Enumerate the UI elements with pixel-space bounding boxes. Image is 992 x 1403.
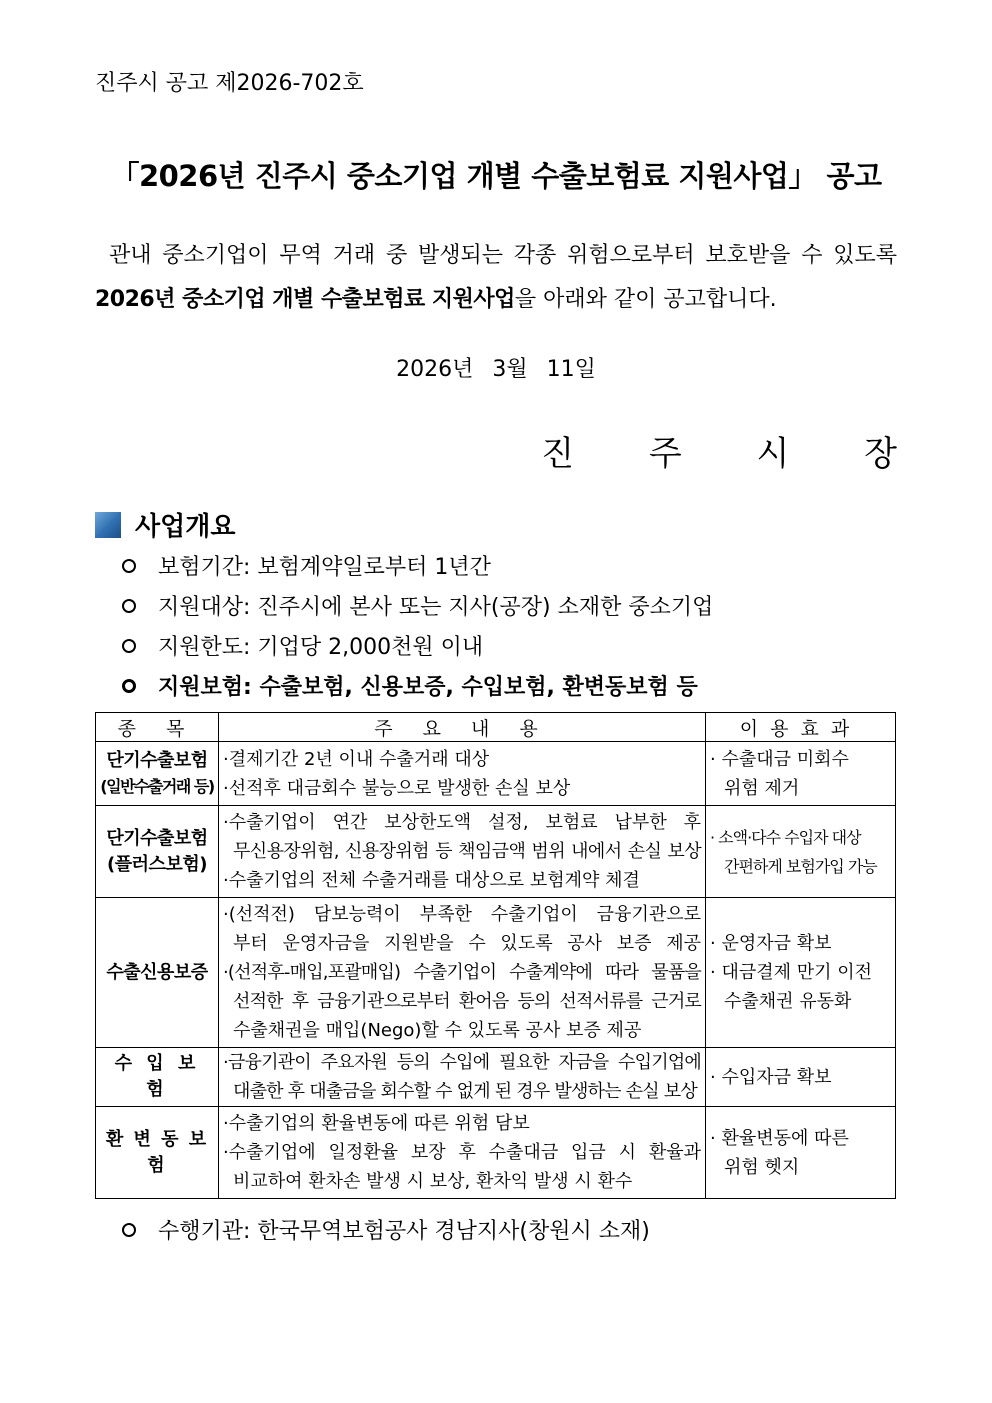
intro-paragraph xyxy=(95,234,897,322)
circle-bullet-icon xyxy=(122,559,136,573)
overview-item-text: 지원한도: 기업당 2,000천원 이내 xyxy=(158,635,484,660)
row-effect: · 수입자금 확보 xyxy=(706,1048,896,1107)
row-effect: · 수출대금 미회수 위험 제거 xyxy=(706,742,896,806)
overview-item-text: 보험기간: 보험계약일로부터 1년간 xyxy=(158,555,491,580)
overview-item-text: 지원보험: 수출보험, 신용보증, 수입보험, 환변동보험 등 xyxy=(158,675,698,700)
circle-bullet-icon xyxy=(122,679,136,693)
circle-bullet-icon xyxy=(122,599,136,613)
intro-line-2-rest: 을 아래와 같이 공고합니다. xyxy=(514,287,777,312)
notice-number: 진주시 공고 제2026-702호 xyxy=(95,71,364,96)
row-effect: · 환율변동에 따른 위험 헷지 xyxy=(706,1107,896,1199)
row-content: ·(선적전) 담보능력이 부족한 수출기업이 금융기관으로 부터 운영자금을 지원받을 수 있도록 공사 보증 제공 ·(선적후-매입,포괄매입) 수출기업이 수출계약에 따라 물품을 선적한 후 금융기관으로부터 환어음 등의 선적서류를 근거로 수출채권을 매입(Nego)할 수 있도록 공사 보증 제공 xyxy=(219,898,706,1048)
notice-date: 2026년 3월 11일 xyxy=(396,357,596,382)
row-category: 환 변 동 보 험 xyxy=(96,1107,219,1199)
square-bullet-icon xyxy=(95,512,121,538)
header-effect: 이용효과 xyxy=(706,713,896,742)
overview-item xyxy=(122,590,713,621)
insurance-table xyxy=(95,712,896,1199)
row-category: 단기수출보험 (플러스보험) xyxy=(96,806,219,898)
overview-item xyxy=(122,630,483,661)
row-category: 수출신용보증 xyxy=(96,898,219,1048)
signer: 진 주 시 장 xyxy=(541,434,929,474)
row-content: ·금융기관이 주요자원 등의 수입에 필요한 자금을 수입기업에 대출한 후 대출금을 회수할 수 없게 된 경우 발생하는 손실 보상 xyxy=(219,1048,706,1107)
row-category: 수 입 보 험 xyxy=(96,1048,219,1107)
header-content: 주 요 내 용 xyxy=(219,713,706,742)
header-category: 종 목 xyxy=(96,713,219,742)
row-content: ·결제기간 2년 이내 수출거래 대상 ·선적후 대금회수 불능으로 발생한 손실 보상 xyxy=(219,742,706,806)
intro-line-1: 관내 중소기업이 무역 거래 중 발생되는 각종 위험으로부터 보호받을 수 있도록 xyxy=(109,243,897,268)
table-row xyxy=(96,898,896,1048)
row-category: 단기수출보험 (일반수출거래 등) xyxy=(96,742,219,806)
table-row xyxy=(96,742,896,806)
row-effect: · 운영자금 확보 · 대금결제 만기 이전 수출채권 유동화 xyxy=(706,898,896,1048)
overview-item xyxy=(122,550,491,581)
row-content: ·수출기업의 환율변동에 따른 위험 담보 ·수출기업에 일정환율 보장 후 수출대금 입금 시 환율과 비교하여 환차손 발생 시 보상, 환차익 발생 시 환수 xyxy=(219,1107,706,1199)
table-row xyxy=(96,1107,896,1199)
intro-program-name: 2026년 중소기업 개별 수출보험료 지원사업 xyxy=(95,287,515,312)
overview-item-text: 지원대상: 진주시에 본사 또는 지사(공장) 소재한 중소기업 xyxy=(158,595,714,620)
page-title: 「2026년 진주시 중소기업 개별 수출보험료 지원사업」 공고 xyxy=(110,159,882,193)
table-header-row xyxy=(96,713,896,742)
section-heading xyxy=(95,506,235,543)
table-row xyxy=(96,1048,896,1107)
row-effect: · 소액·다수 수입자 대상 간편하게 보험가입 가능 xyxy=(706,806,896,898)
section-title: 사업개요 xyxy=(135,512,236,542)
overview-item-text: 수행기관: 한국무역보험공사 경남지사(창원시 소재) xyxy=(158,1219,650,1244)
circle-bullet-icon xyxy=(122,1223,136,1237)
row-content: ·수출기업이 연간 보상한도액 설정, 보험료 납부한 후 무신용장위험, 신용장위험 등 책임금액 범위 내에서 손실 보상 ·수출기업의 전체 수출거래를 대상으로 보험계약 체결 xyxy=(219,806,706,898)
overview-item-agency xyxy=(122,1214,650,1245)
table-row xyxy=(96,806,896,898)
overview-item xyxy=(122,670,698,701)
circle-bullet-icon xyxy=(122,639,136,653)
